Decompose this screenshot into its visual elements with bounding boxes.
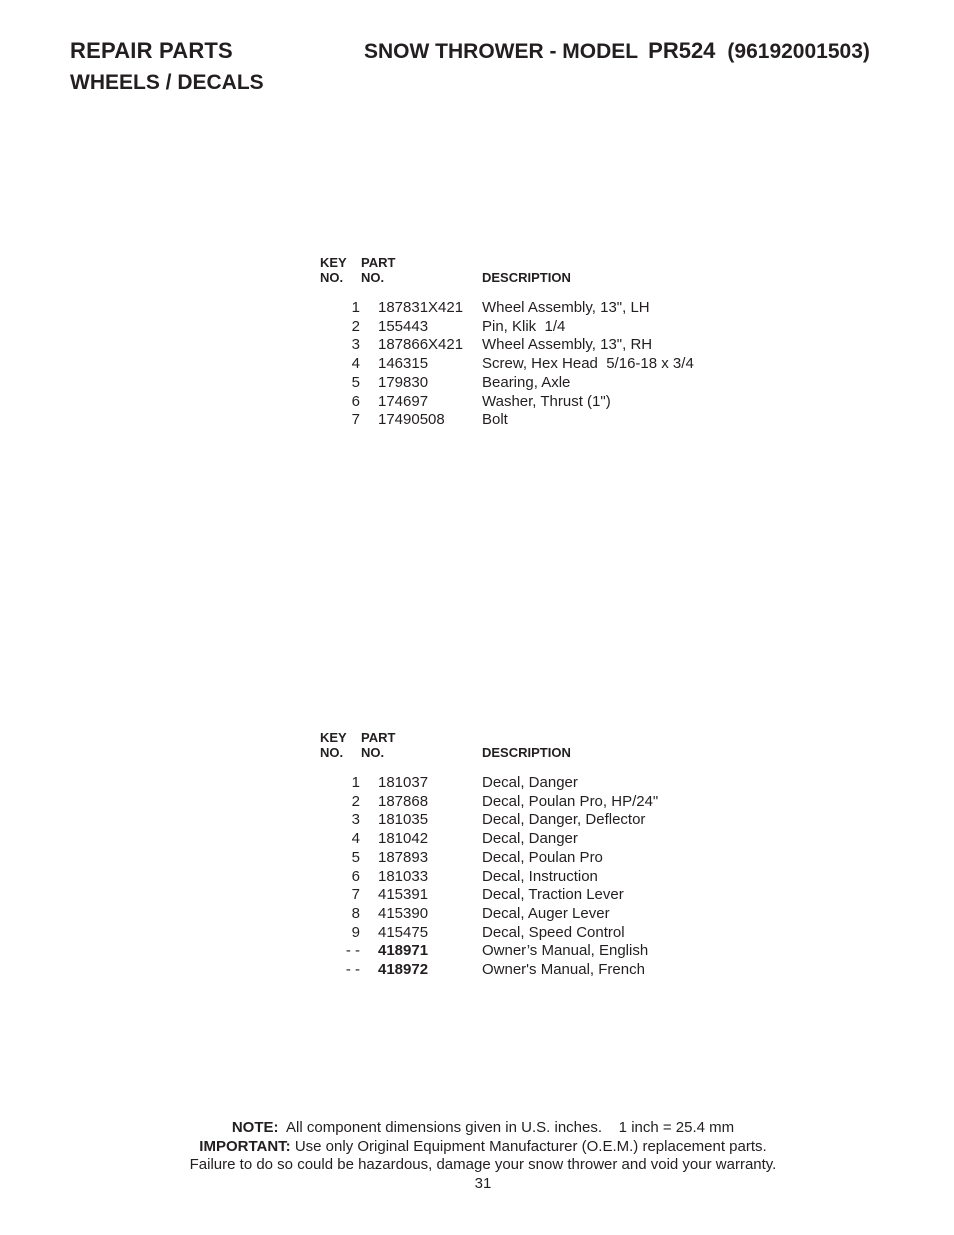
table-row — [320, 961, 658, 980]
subsection-title: WHEELS / DECALS — [70, 71, 264, 94]
description-cell: Decal, Danger, Deflector — [482, 811, 646, 829]
key-no-cell: 8 — [351, 904, 360, 922]
table-row — [320, 774, 658, 793]
description-header: DESCRIPTION — [482, 270, 571, 285]
key-no-cell: 7 — [351, 886, 360, 904]
important-line — [0, 1138, 954, 1157]
description-cell: Screw, Hex Head 5/16-18 x 3/4 — [482, 355, 694, 373]
key-no-cell: 1 — [351, 299, 360, 316]
model-prefix: SNOW THROWER - MODEL — [364, 40, 639, 63]
key-no-header: KEY NO. — [320, 255, 347, 285]
table-header-row — [320, 730, 658, 774]
part-no-cell: 179830 — [378, 373, 429, 391]
table-row — [320, 942, 658, 961]
part-no-header: PART NO. — [361, 255, 396, 285]
part-no-cell: 181033 — [378, 867, 429, 885]
table-row — [320, 411, 694, 430]
description-cell: Wheel Assembly, 13", RH — [482, 336, 653, 354]
description-cell: Owner’s Manual, English — [482, 942, 649, 960]
table-row — [320, 374, 694, 393]
part-no-cell: 146315 — [378, 355, 429, 373]
table-row — [320, 299, 694, 318]
key-no-cell: 2 — [351, 317, 360, 335]
description-cell: Decal, Auger Lever — [482, 904, 610, 922]
table-row — [320, 886, 658, 905]
wheels-parts-body — [320, 299, 694, 430]
key-no-cell: 6 — [351, 867, 360, 885]
key-no-cell: 5 — [351, 373, 360, 391]
part-no-cell: 415475 — [378, 923, 429, 941]
footer-notes — [0, 1119, 954, 1193]
part-no-cell: 187866X421 — [378, 336, 464, 354]
part-no-cell: 187831X421 — [378, 299, 464, 316]
table-row — [320, 393, 694, 412]
wheels-parts-table — [320, 255, 694, 430]
table-row — [320, 355, 694, 374]
note-line — [0, 1119, 954, 1138]
key-no-cell: 6 — [351, 392, 360, 410]
table-row — [320, 830, 658, 849]
description-cell: Owner's Manual, French — [482, 961, 645, 979]
note-text: All component dimensions given in U.S. inches. 1 inch = 25.4 mm — [286, 1119, 735, 1136]
key-no-cell: 5 — [351, 848, 360, 866]
part-no-cell: 155443 — [378, 317, 429, 335]
part-no-cell: 415390 — [378, 904, 429, 922]
part-no-cell: 415391 — [378, 886, 429, 904]
decals-parts-table — [320, 730, 658, 980]
description-cell: Decal, Poulan Pro — [482, 848, 603, 866]
key-no-cell: 3 — [351, 336, 360, 354]
model-code: PR524 — [648, 38, 716, 63]
description-cell: Bearing, Axle — [482, 373, 571, 391]
part-no-cell: 17490508 — [378, 411, 445, 429]
part-no-cell: 181042 — [378, 830, 429, 848]
part-no-header: PART NO. — [361, 730, 396, 760]
important-text: Use only Original Equipment Manufacturer (O.E.M.) replacement parts. — [294, 1137, 767, 1155]
table-row — [320, 905, 658, 924]
table-header-row — [320, 255, 694, 299]
key-no-cell: 4 — [351, 830, 360, 848]
description-cell: Wheel Assembly, 13", LH — [482, 299, 650, 316]
table-row — [320, 336, 694, 355]
page-number: 31 — [474, 1174, 492, 1192]
description-cell: Bolt — [482, 411, 508, 429]
table-row — [320, 849, 658, 868]
description-cell: Decal, Speed Control — [482, 923, 625, 941]
key-no-cell: 7 — [351, 411, 360, 429]
part-no-cell: 418971 — [378, 942, 429, 960]
model-serial: (96192001503) — [727, 40, 870, 63]
part-no-cell: 187868 — [378, 792, 429, 810]
key-no-cell: 3 — [351, 811, 360, 829]
part-no-cell: 174697 — [378, 392, 429, 410]
table-row — [320, 868, 658, 887]
warning-line: Failure to do so could be hazardous, damage your snow thrower and void your warranty. — [189, 1156, 777, 1174]
key-no-cell: 4 — [351, 355, 360, 373]
key-no-header: KEY NO. — [320, 730, 347, 760]
decals-parts-body — [320, 774, 658, 980]
table-row — [320, 793, 658, 812]
key-no-cell: - - — [345, 961, 360, 979]
table-row — [320, 924, 658, 943]
key-no-cell: - - — [345, 942, 360, 960]
part-no-cell: 181037 — [378, 774, 429, 791]
key-no-cell: 1 — [351, 774, 360, 791]
description-cell: Decal, Danger — [482, 830, 578, 848]
description-cell: Washer, Thrust (1") — [482, 392, 611, 410]
description-cell: Decal, Instruction — [482, 867, 598, 885]
important-label: IMPORTANT: — [199, 1137, 291, 1155]
description-cell: Pin, Klik 1/4 — [482, 317, 566, 335]
part-no-cell: 187893 — [378, 848, 429, 866]
table-row — [320, 811, 658, 830]
part-no-cell: 418972 — [378, 961, 429, 979]
model-title — [364, 38, 870, 64]
description-cell: Decal, Traction Lever — [482, 886, 624, 904]
description-cell: Decal, Danger — [482, 774, 578, 791]
key-no-cell: 9 — [351, 923, 360, 941]
section-title: REPAIR PARTS — [70, 38, 233, 63]
part-no-cell: 181035 — [378, 811, 429, 829]
description-header: DESCRIPTION — [482, 745, 571, 760]
description-cell: Decal, Poulan Pro, HP/24" — [482, 792, 659, 810]
note-label: NOTE: — [231, 1119, 279, 1136]
table-row — [320, 318, 694, 337]
key-no-cell: 2 — [351, 792, 360, 810]
